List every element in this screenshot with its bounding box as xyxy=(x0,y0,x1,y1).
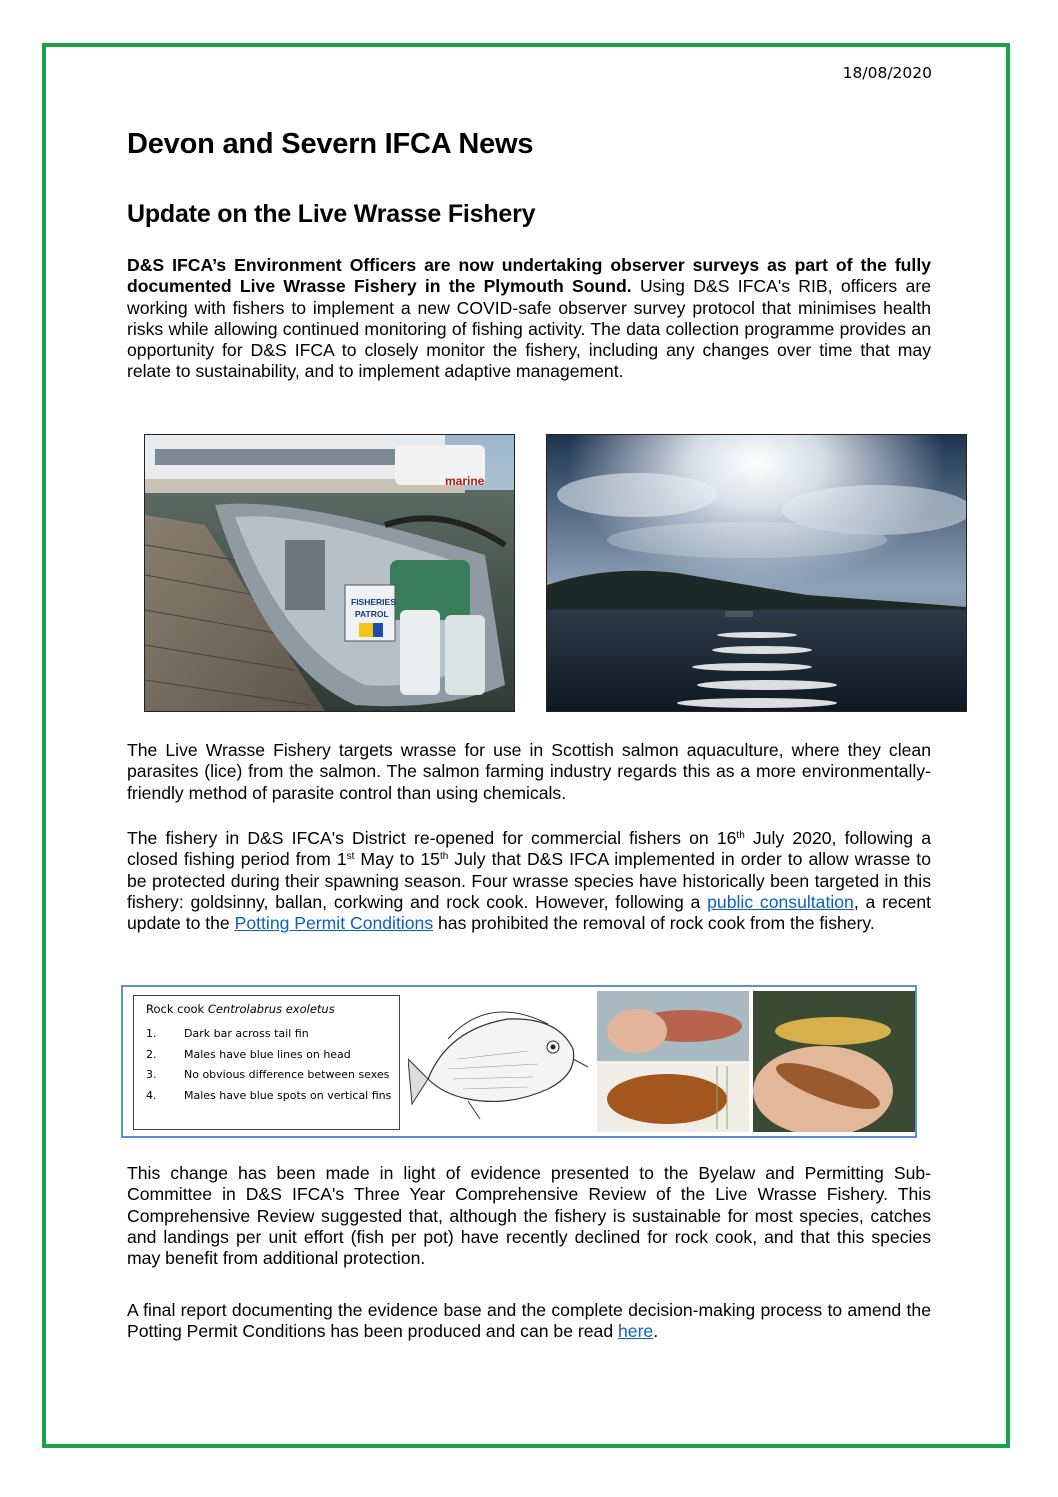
article-title: Update on the Live Wrasse Fishery xyxy=(127,200,536,228)
figure-title-latin: Centrolabrus exoletus xyxy=(207,1002,335,1016)
feature-item xyxy=(146,1024,391,1045)
feature-number: 4. xyxy=(146,1088,157,1102)
page-title: Devon and Severn IFCA News xyxy=(127,128,534,160)
feature-text: Males have blue lines on head xyxy=(184,1047,351,1061)
text-segment: . xyxy=(653,1321,659,1342)
feature-item xyxy=(146,1086,391,1107)
feature-number: 1. xyxy=(146,1027,157,1040)
figure-title xyxy=(146,1002,335,1016)
text-segment: , a recent update to the xyxy=(127,891,931,934)
fishery-reopening-paragraph xyxy=(127,828,931,934)
final-report-paragraph xyxy=(127,1300,931,1343)
intro-bold: D&S IFCA’s Environment Officers are now undertaking observer surveys as part of the fully documented Live Wrasse Fishery in the Plymouth Sound. xyxy=(127,255,931,297)
boat-sign-line2: PATROL xyxy=(355,609,389,619)
figure-title-common: Rock cook xyxy=(146,1002,208,1016)
boat-marine-text: marine xyxy=(445,474,485,488)
rock-cook-drawing xyxy=(408,989,593,1134)
feature-number: 2. xyxy=(146,1047,157,1061)
potting-permit-conditions-link[interactable]: Potting Permit Conditions xyxy=(234,913,434,934)
feature-item xyxy=(146,1045,391,1066)
feature-text: Dark bar across tail fin xyxy=(184,1027,309,1040)
text-segment: May to 15 xyxy=(354,849,440,870)
rock-cook-features-box xyxy=(133,995,400,1130)
rock-cook-figure xyxy=(121,985,917,1138)
superscript: th xyxy=(439,851,449,863)
boat-sign-line1: FISHERIES xyxy=(351,597,396,607)
text-segment: has prohibited the removal of rock cook from the fishery. xyxy=(433,913,875,934)
text-segment: The fishery in D&S IFCA's District re-opened for commercial fishers on 16 xyxy=(127,828,737,848)
report-here-link[interactable]: here xyxy=(618,1321,654,1342)
rock-cook-photos-pair xyxy=(597,991,749,1132)
superscript: th xyxy=(736,830,745,841)
intro-text: Using D&S IFCA's RIB, officers are working with fishers to implement a new COVID-safe observer survey protocol that minimises health risks while allowing continued monitoring of fishing activity. The data collection programme provides an opportunity for D&S IFCA to closely monitor the fishery, including any changes over time that may relate to sustainability, and to implement adaptive management. xyxy=(127,276,931,382)
text-segment: July that D&S IFCA implemented in order to allow wrasse to be protected during their spawning season. Four wrasse species have historically been targeted in this fishery: goldsinny, ballan, corkwing and rock cook. However, following a xyxy=(127,849,931,912)
text-segment: July 2020, following a closed fishing period from 1 xyxy=(127,828,931,870)
date: 18/08/2020 xyxy=(842,64,932,82)
feature-text: No obvious difference between sexes xyxy=(184,1068,390,1081)
superscript: st xyxy=(346,851,355,863)
feature-list xyxy=(146,1024,391,1106)
public-consultation-link[interactable]: public consultation xyxy=(707,891,854,912)
evidence-paragraph: This change has been made in light of evidence presented to the Byelaw and Permitting Sub-Committee in D&S IFCA's Three Year Comprehensive Review of the Live Wrasse Fishery. This Comprehensive Review suggested that, although the fishery is sustainable for most species, catches and landings per unit effort (fish per pot) have recently declined for rock cook, and that this species may benefit from additional protection. xyxy=(127,1163,931,1269)
patrol-boat-photo xyxy=(144,434,515,712)
aquaculture-paragraph: The Live Wrasse Fishery targets wrasse for use in Scottish salmon aquaculture, where they clean parasites (lice) from the salmon. The salmon farming industry regards this as a more environmentally-friendly method of parasite control than using chemicals. xyxy=(127,740,931,803)
sea-sunlight-photo xyxy=(546,434,967,712)
text-segment: A final report documenting the evidence base and the complete decision-making process to amend the Potting Permit Conditions has been produced and can be read xyxy=(127,1300,931,1342)
feature-item xyxy=(146,1065,391,1086)
rock-cook-in-hand-photo xyxy=(753,991,915,1132)
feature-text: Males have blue spots on vertical fins xyxy=(184,1088,392,1102)
intro-paragraph xyxy=(127,255,931,383)
feature-number: 3. xyxy=(146,1068,157,1081)
